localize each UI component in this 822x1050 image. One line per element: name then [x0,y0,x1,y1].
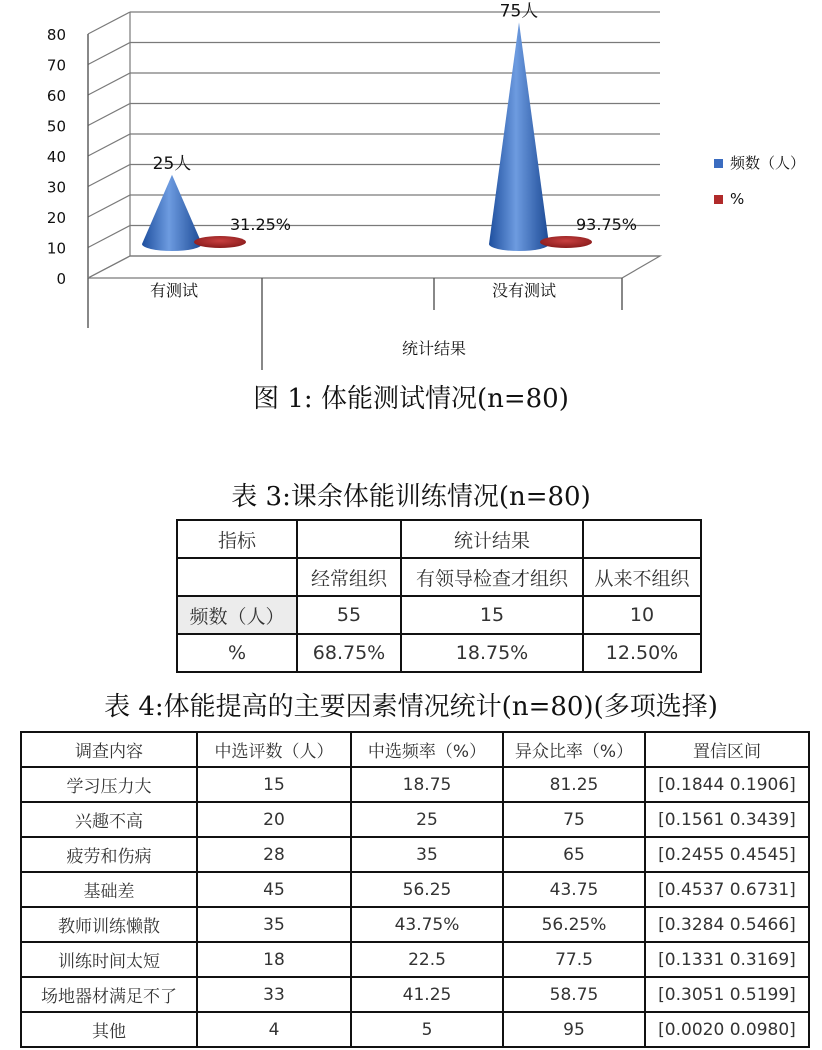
table-cell: 41.25 [351,977,503,1012]
table-cell: 95 [503,1012,645,1047]
table-cell: 55 [297,596,401,634]
cone-bar [142,175,202,251]
table-cell: 10 [583,596,701,634]
cone-bar [489,22,549,251]
gridline-depth [88,104,130,126]
category-label: 有测试 [149,281,199,300]
table-cell [177,558,297,596]
table-cell: [0.3051 0.5199] [645,977,809,1012]
y-tick-label: 20 [46,209,66,227]
header-cell [583,520,701,558]
table-cell: 18.75% [401,634,583,672]
table-cell: 5 [351,1012,503,1047]
table-row [21,977,809,1012]
table-cell: 56.25% [503,907,645,942]
table-cell: 25 [351,802,503,837]
y-tick-label: 30 [46,178,66,197]
table-cell: 22.5 [351,942,503,977]
table-row [177,520,701,558]
gridline-depth [88,165,130,187]
table-row [177,596,701,634]
table-cell: 疲劳和伤病 [21,837,197,872]
data-label: 75人 [499,1,539,22]
table-cell: [0.3284 0.5466] [645,907,809,942]
data-label: 31.25% [230,215,292,234]
category-label: 没有测试 [491,281,557,300]
table-cell: 基础差 [21,872,197,907]
gridline-depth [88,73,130,95]
y-tick-label: 70 [46,56,66,75]
x-axis-label: 统计结果 [401,339,467,358]
gridline-depth [88,134,130,156]
header-cell: 中选评数（人） [197,732,351,767]
legend-label: 频数（人） [730,154,806,172]
table-cell: 56.25 [351,872,503,907]
header-cell: 指标 [177,520,297,558]
row-label: 频数（人） [177,596,297,634]
gridline-depth [88,43,130,65]
y-tick-label: 0 [56,270,66,288]
table-cell: 81.25 [503,767,645,802]
row-label: % [177,634,297,672]
table-row [21,907,809,942]
table-cell: 43.75 [503,872,645,907]
table-cell: 28 [197,837,351,872]
header-cell: 调查内容 [21,732,197,767]
bar-chart [0,0,822,372]
header-cell: 统计结果 [401,520,583,558]
table-cell: 18 [197,942,351,977]
table-row [177,634,701,672]
table-cell: 75 [503,802,645,837]
table-cell: [0.0020 0.0980] [645,1012,809,1047]
chart-marks [142,22,592,251]
table-row [21,872,809,907]
table-cell: 12.50% [583,634,701,672]
y-axis-ticks [47,26,66,288]
table-cell: 45 [197,872,351,907]
header-cell: 异众比率（%） [503,732,645,767]
y-tick-label: 80 [46,26,66,44]
table-cell: 68.75% [297,634,401,672]
table-cell: [0.1331 0.3169] [645,942,809,977]
gridline-depth [88,12,130,34]
table-row [21,802,809,837]
legend-label: % [730,190,745,208]
gridline-depth [88,226,130,248]
table-cell: [0.1844 0.1906] [645,767,809,802]
table-cell: 77.5 [503,942,645,977]
table-cell: 教师训练懒散 [21,907,197,942]
header-cell: 经常组织 [297,558,401,596]
table-row [21,837,809,872]
table-cell: 65 [503,837,645,872]
header-cell: 中选频率（%） [351,732,503,767]
data-label: 25人 [152,153,192,174]
table-row [21,1012,809,1047]
table-cell: 35 [197,907,351,942]
table-cell: [0.1561 0.3439] [645,802,809,837]
table-cell: 4 [197,1012,351,1047]
chart-labels [150,1,637,358]
table3-caption: 表 3:课余体能训练情况(n=80) [231,482,591,512]
table-header-row [21,732,809,767]
floor [88,256,660,278]
table-cell: 18.75 [351,767,503,802]
table-cell: 33 [197,977,351,1012]
y-tick-label: 10 [46,239,66,258]
table-cell: 43.75% [351,907,503,942]
table-cell: 学习压力大 [21,767,197,802]
table-cell: [0.2455 0.4545] [645,837,809,872]
gridline-depth [88,195,130,217]
table-cell: 15 [197,767,351,802]
table-cell: 35 [351,837,503,872]
table-cell: 15 [401,596,583,634]
percent-disc [540,236,592,248]
table-cell: [0.4537 0.6731] [645,872,809,907]
data-label: 93.75% [576,215,638,234]
table-cell: 场地器材满足不了 [21,977,197,1012]
table-cell: 58.75 [503,977,645,1012]
chart-legend [714,154,805,208]
legend-swatch [714,159,723,168]
table4 [20,731,810,1048]
table-row [177,558,701,596]
table3 [176,519,702,673]
header-cell: 置信区间 [645,732,809,767]
table-row [21,942,809,977]
table-cell: 20 [197,802,351,837]
percent-disc [194,236,246,248]
figure-caption: 图 1: 体能测试情况(n=80) [253,384,569,414]
legend-swatch [714,195,723,204]
y-tick-label: 60 [46,87,66,105]
header-cell: 有领导检查才组织 [401,558,583,596]
table-cell: 训练时间太短 [21,942,197,977]
header-cell [297,520,401,558]
table-cell: 兴趣不高 [21,802,197,837]
y-tick-label: 40 [46,148,66,166]
header-cell: 从来不组织 [583,558,701,596]
table4-caption: 表 4:体能提高的主要因素情况统计(n=80)(多项选择) [104,692,718,722]
table-cell: 其他 [21,1012,197,1047]
table-row [21,767,809,802]
y-tick-label: 50 [46,117,66,136]
